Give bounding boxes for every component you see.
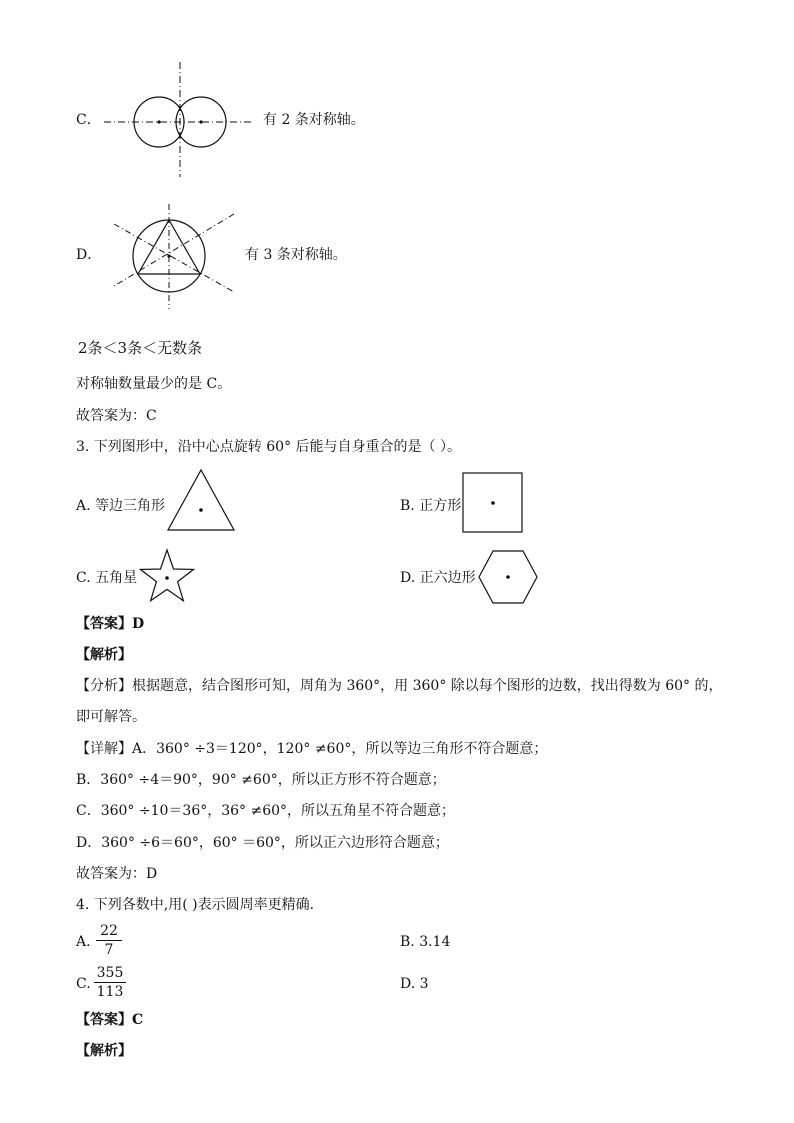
q3-detail-c: C．360° ÷10＝36°，36° ≠60°，所以五角星不符合题意； — [76, 803, 456, 819]
q3-detail-a: 【详解】A．360° ÷3＝120°，120° ≠60°，所以等边三角形不符合题意； — [76, 741, 548, 757]
q4-analysis-tag: 【解析】 — [76, 1043, 132, 1059]
q3-detail-d: D．360° ÷6＝60°，60° ＝60°，所以正六边形符合题意； — [76, 835, 449, 851]
least-axes-text: 对称轴数量最少的是 C。 — [76, 376, 232, 392]
option-d-label: D． — [76, 247, 102, 263]
option-c-text: 有 2 条对称轴。 — [263, 112, 365, 128]
q3-final-answer: 故答案为：D — [76, 866, 158, 882]
option-c-label: C． — [76, 112, 101, 128]
q3-option-d: D. 正六边形 — [400, 570, 476, 586]
fraction-denominator: 113 — [96, 984, 124, 1000]
q3-option-c: C. 五角星 — [76, 570, 138, 586]
q3-analysis-line-1: 【分析】根据题意，结合图形可知，周角为 360°，用 360° 除以每个图形的边数，找出得数为 60° 的， — [76, 678, 723, 694]
equilateral-triangle-figure — [167, 468, 237, 532]
option-d-text: 有 3 条对称轴。 — [245, 247, 347, 263]
two-circles-figure — [104, 62, 264, 182]
q4-option-a-fraction — [96, 922, 122, 959]
q4-option-d: D. 3 — [400, 976, 429, 992]
q4-option-b: B. 3.14 — [400, 934, 451, 950]
five-point-star-figure — [137, 548, 197, 608]
answer-line-q2: 故答案为：C — [76, 408, 157, 424]
q4-option-c-label: C. — [76, 976, 91, 992]
q3-analysis-line-2: 即可解答。 — [76, 709, 146, 725]
q4-option-a-label: A. — [76, 934, 91, 950]
q3-analysis-tag: 【解析】 — [76, 647, 132, 663]
question-3-stem: 3. 下列图形中，沿中心点旋转 60° 后能与自身重合的是（ ）。 — [76, 439, 461, 455]
question-4-stem: 4. 下列各数中,用( )表示圆周率更精确． — [76, 897, 324, 913]
fraction-numerator: 355 — [94, 964, 126, 983]
q4-answer-tag: 【答案】C — [76, 1012, 144, 1028]
regular-hexagon-figure — [477, 549, 539, 605]
triangle-in-circle-figure — [112, 204, 242, 314]
q3-option-b: B. 正方形 — [400, 498, 462, 514]
comparison-text: 2条＜3条＜无数条 — [78, 339, 203, 357]
q3-detail-b: B．360° ÷4＝90°，90° ≠60°，所以正方形不符合题意； — [76, 772, 446, 788]
q4-option-c-fraction — [94, 964, 126, 1001]
fraction-denominator: 7 — [104, 942, 114, 958]
q3-option-a: A. 等边三角形 — [76, 498, 166, 514]
fraction-numerator: 22 — [96, 922, 122, 941]
square-figure — [462, 472, 524, 534]
q3-answer-tag: 【答案】D — [76, 616, 145, 632]
